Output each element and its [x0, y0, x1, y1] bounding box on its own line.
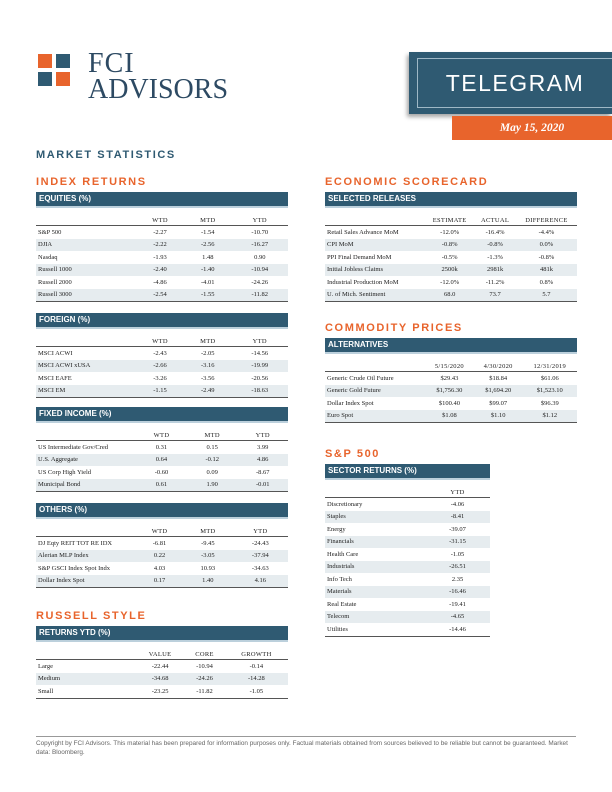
row-label: Utilities: [327, 625, 348, 633]
equities-panel-header: EQUITIES (%): [36, 192, 288, 208]
russell-style-heading: RUSSELL STYLE: [36, 610, 147, 622]
table-row: [36, 289, 288, 302]
row-label: Energy: [327, 525, 346, 533]
cell-value: -2.43: [153, 349, 167, 357]
alternatives-header-row: [325, 354, 577, 372]
cell-value: -11.2%: [485, 278, 505, 286]
table-row: [325, 523, 490, 536]
row-label: Nasdaq: [38, 253, 58, 261]
column-header: MTD: [204, 432, 220, 439]
cell-value: -2.56: [201, 241, 215, 249]
row-label: US Corp High Yield: [38, 468, 92, 476]
cell-value: -11.82: [251, 291, 269, 299]
cell-value: -1.93: [153, 253, 167, 261]
column-header: YTD: [450, 489, 465, 496]
column-header: GROWTH: [241, 651, 272, 658]
row-label: Industrial Production MoM: [327, 278, 399, 286]
table-row: [36, 276, 288, 289]
selected-releases-header-row: [325, 208, 577, 226]
row-label: S&P GSCI Index Spot Indx: [38, 564, 110, 572]
table-row: [325, 586, 490, 599]
table-row: [325, 276, 577, 289]
column-header: DIFFERENCE: [525, 217, 568, 224]
cell-value: -12.0%: [440, 278, 460, 286]
others-table: [36, 519, 288, 588]
table-row: [36, 685, 288, 698]
cell-value: -12.0%: [440, 228, 460, 236]
cell-value: $1,694.20: [485, 387, 512, 395]
cell-value: -10.94: [196, 662, 213, 670]
logo-mark-icon: [36, 52, 78, 94]
cell-value: $100.40: [438, 399, 460, 407]
cell-value: -1.05: [450, 550, 465, 558]
cell-value: -1.54: [201, 228, 215, 236]
foreign-table: [36, 329, 288, 398]
row-label: Municipal Bond: [38, 481, 81, 489]
telegram-title: TELEGRAM: [445, 69, 585, 96]
cell-value: -2.49: [201, 387, 215, 395]
cell-value: 2981k: [486, 266, 504, 274]
table-row: [36, 226, 288, 239]
table-row: [325, 536, 490, 549]
foreign-header-row: [36, 329, 288, 347]
cell-value: -24.43: [251, 539, 269, 547]
table-row: [325, 385, 577, 398]
table-row: [36, 537, 288, 550]
cell-value: -19.99: [251, 362, 269, 370]
foreign-panel: [36, 313, 288, 398]
row-label: Real Estate: [327, 600, 357, 608]
cell-value: -24.26: [251, 278, 269, 286]
cell-value: -23.25: [151, 687, 169, 695]
cell-value: -3.16: [201, 362, 215, 370]
row-label: Materials: [327, 588, 352, 596]
telegram-banner: [409, 52, 612, 114]
cell-value: -3.56: [201, 374, 215, 382]
sector-returns-panel-header: SECTOR RETURNS (%): [325, 464, 490, 480]
cell-value: -0.01: [255, 481, 270, 489]
row-label: Retail Sales Advance MoM: [327, 228, 399, 236]
column-header: VALUE: [148, 651, 172, 658]
cell-value: -9.45: [201, 539, 215, 547]
column-header: WTD: [152, 217, 168, 224]
cell-value: -16.46: [449, 588, 466, 596]
cell-value: 68.0: [443, 291, 456, 299]
table-row: [325, 573, 490, 586]
column-header: WTD: [151, 528, 168, 535]
cell-value: 0.17: [153, 577, 166, 585]
table-row: [325, 289, 577, 302]
row-label: U. of Mich. Sentiment: [327, 291, 386, 299]
selected-releases-panel-header: SELECTED RELEASES: [325, 192, 577, 208]
cell-value: -26.51: [449, 563, 466, 571]
cell-value: -14.46: [449, 625, 466, 633]
cell-value: -0.8%: [441, 241, 458, 249]
cell-value: 2.35: [451, 575, 464, 583]
table-row: [325, 410, 577, 423]
table-row: [325, 239, 577, 252]
column-header: YTD: [252, 217, 267, 224]
alternatives-panel-header: ALTERNATIVES: [325, 338, 577, 354]
row-label: Large: [38, 662, 54, 670]
table-row: [36, 575, 288, 588]
cell-value: 1.48: [202, 253, 214, 261]
fixed-income-table: [36, 423, 288, 492]
cell-value: 3.99: [257, 443, 269, 451]
row-label: Dollar Index Spot: [38, 577, 85, 585]
cell-value: -11.82: [196, 687, 213, 695]
table-row: [325, 251, 577, 264]
row-label: Discretionary: [327, 500, 363, 508]
row-label: Medium: [38, 675, 61, 683]
cell-value: 1.40: [202, 577, 214, 585]
fixed-income-panel-header: FIXED INCOME (%): [36, 407, 288, 423]
cell-value: 10.93: [200, 564, 216, 572]
table-row: [325, 561, 490, 574]
row-label: U.S. Aggregate: [38, 456, 78, 464]
cell-value: -0.14: [249, 662, 264, 670]
cell-value: $96.39: [540, 399, 559, 407]
cell-value: -4.86: [153, 278, 167, 286]
row-label: Telecom: [327, 613, 350, 621]
date-bar: [452, 116, 612, 140]
cell-value: -3.05: [201, 552, 215, 560]
cell-value: -4.65: [450, 613, 465, 621]
cell-value: -0.60: [154, 468, 169, 476]
table-row: [36, 466, 288, 479]
column-header: 5/15/2020: [434, 363, 464, 370]
table-row: [325, 598, 490, 611]
column-header: ACTUAL: [481, 217, 510, 224]
cell-value: $18.84: [489, 374, 508, 382]
column-header: WTD: [152, 338, 168, 345]
cell-value: 2500k: [441, 266, 458, 274]
row-label: MSCI ACWI: [38, 349, 73, 357]
selected-releases-panel: [325, 192, 577, 302]
cell-value: -1.05: [249, 687, 264, 695]
cell-value: 0.64: [155, 456, 168, 464]
cell-value: 481k: [539, 266, 553, 274]
row-label: DJ Eqty REIT TOT RE IDX: [38, 539, 113, 547]
cell-value: -2.40: [153, 266, 167, 274]
cell-value: 73.7: [489, 291, 501, 299]
table-row: [36, 385, 288, 398]
cell-value: -0.8%: [538, 253, 555, 261]
cell-value: -4.01: [201, 278, 215, 286]
row-label: MSCI EAFE: [38, 374, 72, 382]
table-row: [325, 511, 490, 524]
row-label: Russell 1000: [38, 266, 72, 274]
cell-value: -14.28: [248, 675, 265, 683]
cell-value: -1.55: [201, 291, 215, 299]
cell-value: -18.63: [251, 387, 269, 395]
sector-returns-header-row: [325, 480, 490, 498]
column-header: 12/31/2019: [533, 363, 567, 370]
cell-value: -31.15: [449, 538, 466, 546]
cell-value: -2.54: [153, 291, 167, 299]
economic-scorecard-heading: ECONOMIC SCORECARD: [325, 176, 489, 188]
others-panel-header: OTHERS (%): [36, 503, 288, 519]
sector-returns-table: [325, 480, 490, 637]
cell-value: 1.90: [206, 481, 218, 489]
logo-text-advisors: ADVISORS: [88, 74, 229, 105]
row-label: DJIA: [38, 241, 53, 249]
cell-value: -2.27: [153, 228, 167, 236]
cell-value: $1,523.10: [536, 387, 563, 395]
table-row: [36, 239, 288, 252]
cell-value: -2.66: [153, 362, 167, 370]
cell-value: 4.16: [254, 577, 266, 585]
cell-value: -1.3%: [487, 253, 503, 261]
equities-table: [36, 208, 288, 302]
row-label: MSCI EM: [38, 387, 66, 395]
column-header: YTD: [252, 338, 267, 345]
cell-value: -10.94: [251, 266, 269, 274]
cell-value: $61.06: [540, 374, 559, 382]
cell-value: -2.22: [153, 241, 167, 249]
cell-value: 4.86: [257, 456, 269, 464]
table-row: [325, 623, 490, 636]
table-row: [36, 479, 288, 492]
table-row: [36, 264, 288, 277]
row-label: Industrials: [327, 563, 355, 571]
cell-value: -39.07: [449, 525, 466, 533]
equities-header-row: [36, 208, 288, 226]
column-header: 4/30/2020: [483, 363, 513, 370]
column-header: CORE: [195, 651, 214, 658]
commodity-prices-heading: COMMODITY PRICES: [325, 322, 463, 334]
column-header: ESTIMATE: [432, 217, 467, 224]
table-row: [325, 226, 577, 239]
fci-advisors-logo: [36, 48, 229, 110]
table-row: [325, 397, 577, 410]
row-label: Generic Gold Future: [327, 387, 381, 395]
row-label: Russell 2000: [38, 278, 72, 286]
footer-divider: [36, 736, 576, 737]
others-panel: [36, 503, 288, 588]
cell-value: -4.06: [450, 500, 465, 508]
equities-panel: [36, 192, 288, 302]
cell-value: -34.68: [151, 675, 169, 683]
cell-value: -16.4%: [485, 228, 505, 236]
cell-value: -0.5%: [441, 253, 458, 261]
cell-value: 0.0%: [539, 241, 554, 249]
cell-value: $99.07: [489, 399, 508, 407]
row-label: Euro Spot: [327, 412, 354, 420]
russell-style-table: [36, 642, 288, 699]
cell-value: -2.05: [201, 349, 215, 357]
cell-value: -24.26: [196, 675, 213, 683]
column-header: MTD: [200, 528, 216, 535]
market-statistics-heading: MARKET STATISTICS: [36, 149, 176, 161]
cell-value: 0.61: [155, 481, 168, 489]
cell-value: -0.8%: [487, 241, 503, 249]
row-label: Small: [38, 687, 54, 695]
cell-value: -16.27: [251, 241, 269, 249]
table-row: [36, 454, 288, 467]
cell-value: -6.81: [152, 539, 167, 547]
table-row: [36, 372, 288, 385]
cell-value: -34.63: [251, 564, 269, 572]
cell-value: $29.43: [440, 374, 459, 382]
cell-value: -20.56: [251, 374, 269, 382]
cell-value: -14.56: [251, 349, 269, 357]
row-label: MSCI ACWI xUSA: [38, 362, 91, 370]
alternatives-panel: [325, 338, 577, 423]
cell-value: 0.31: [155, 443, 168, 451]
row-label: Russell 3000: [38, 291, 72, 299]
row-label: Health Care: [327, 550, 359, 558]
alternatives-table: [325, 354, 577, 423]
others-header-row: [36, 519, 288, 537]
logo-text-fci: FCI: [88, 48, 135, 79]
cell-value: -10.70: [251, 228, 269, 236]
cell-value: 0.09: [206, 468, 218, 476]
cell-value: 0.8%: [539, 278, 554, 286]
foreign-panel-header: FOREIGN (%): [36, 313, 288, 329]
cell-value: $1.12: [542, 412, 558, 420]
row-label: US Intermediate Gov/Cred: [38, 443, 109, 451]
column-header: WTD: [153, 432, 170, 439]
row-label: Staples: [327, 513, 346, 521]
cell-value: -1.15: [153, 387, 167, 395]
table-row: [36, 660, 288, 673]
cell-value: -3.26: [153, 374, 167, 382]
cell-value: -0.12: [205, 456, 219, 464]
table-row: [325, 264, 577, 277]
russell-style-header-row: [36, 642, 288, 660]
cell-value: -37.94: [251, 552, 269, 560]
row-label: Financials: [327, 538, 354, 546]
table-row: [325, 372, 577, 385]
cell-value: 5.7: [542, 291, 551, 299]
cell-value: -19.41: [449, 600, 466, 608]
russell-style-panel-header: RETURNS YTD (%): [36, 626, 288, 642]
column-header: YTD: [253, 528, 268, 535]
table-row: [325, 498, 490, 511]
cell-value: -1.40: [201, 266, 215, 274]
cell-value: -8.67: [255, 468, 270, 476]
table-row: [36, 347, 288, 360]
selected-releases-table: [325, 208, 577, 302]
cell-value: 0.90: [254, 253, 266, 261]
cell-value: 0.22: [153, 552, 166, 560]
table-row: [36, 562, 288, 575]
cell-value: -4.4%: [538, 228, 555, 236]
row-label: Initial Jobless Claims: [327, 266, 383, 274]
cell-value: $1.08: [442, 412, 457, 420]
sp500-heading: S&P 500: [325, 448, 381, 460]
table-row: [325, 548, 490, 561]
footer-disclaimer: Copyright by FCI Advisors. This material has been prepared for information purposes only. Factual materials obtained from sources believed to be reliable but cannot be guaranteed. Market data: Bloomberg.: [36, 740, 568, 756]
table-row: [36, 360, 288, 373]
row-label: Generic Crude Oil Future: [327, 374, 394, 382]
cell-value: -22.44: [151, 662, 169, 670]
row-label: Alerian MLP Index: [38, 552, 89, 560]
cell-value: $1,756.30: [436, 387, 463, 395]
cell-value: -8.41: [450, 513, 465, 521]
table-row: [36, 550, 288, 563]
row-label: S&P 500: [38, 228, 62, 236]
sector-returns-panel: [325, 464, 490, 637]
row-label: PPI Final Demand MoM: [327, 253, 392, 261]
table-row: [325, 611, 490, 624]
column-header: MTD: [200, 338, 216, 345]
cell-value: 4.03: [153, 564, 166, 572]
table-row: [36, 251, 288, 264]
report-date: May 15, 2020: [499, 122, 565, 134]
column-header: YTD: [255, 432, 270, 439]
fixed-income-panel: [36, 407, 288, 492]
fixed-income-header-row: [36, 423, 288, 441]
row-label: Dollar Index Spot: [327, 399, 374, 407]
row-label: Info Tech: [327, 575, 352, 583]
column-header: MTD: [200, 217, 216, 224]
table-row: [36, 673, 288, 686]
table-row: [36, 441, 288, 454]
cell-value: $1.10: [490, 412, 506, 420]
row-label: CPI MoM: [327, 241, 354, 249]
cell-value: 0.15: [206, 443, 218, 451]
index-returns-heading: INDEX RETURNS: [36, 176, 147, 188]
russell-style-panel: [36, 626, 288, 699]
